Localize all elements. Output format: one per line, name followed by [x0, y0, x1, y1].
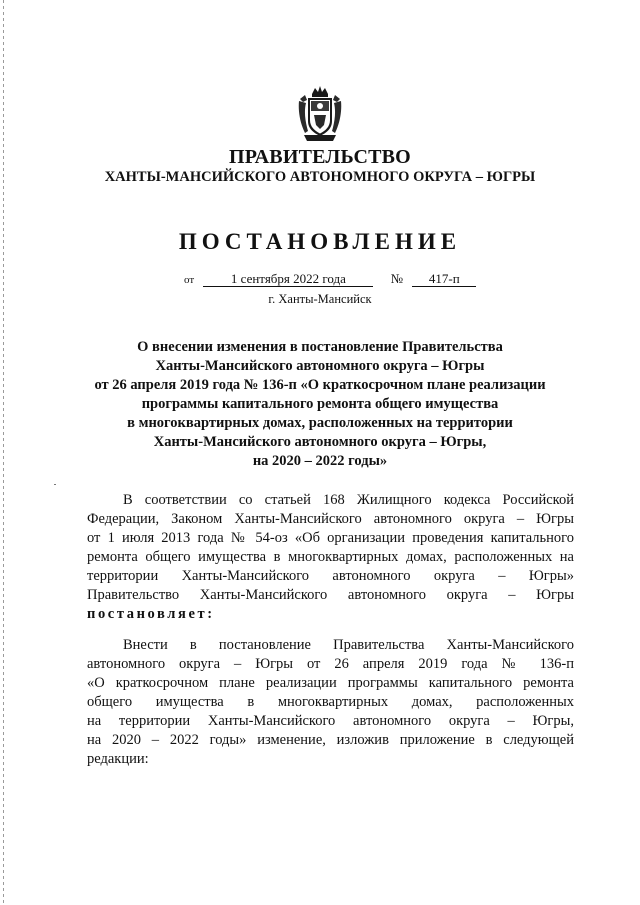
scan-speck [54, 484, 56, 485]
subject-line: программы капитального ремонта общего имущества [141, 396, 499, 412]
date-number-line [184, 271, 476, 289]
subject-line: Ханты-Мансийского автономного округа – Югры [155, 358, 485, 374]
paragraph-line: редакции: [87, 751, 149, 767]
coat-of-arms-icon [296, 85, 344, 143]
paragraph-line: Федерации, Законом Ханты-Мансийского автономного округа – Югры [87, 511, 574, 527]
operative-paragraph [87, 636, 574, 769]
paragraph-line: автономного округа – Югры от 26 апреля 2019 года № 136-п [87, 656, 574, 672]
paragraph-line: на территории Ханты-Мансийского автономного округа – Югры, [87, 713, 574, 729]
city: г. Ханты-Мансийск [268, 292, 372, 306]
page-edge-line [3, 0, 4, 905]
paragraph-line: на 2020 – 2022 годы» изменение, изложив приложение в следующей [87, 732, 574, 748]
paragraph-line: от 1 июля 2013 года № 54-оз «Об организации проведения капитального [87, 530, 574, 546]
date-prefix: от [184, 274, 195, 286]
subject-line: Ханты-Мансийского автономного округа – Югры, [153, 434, 487, 450]
subject-line: в многоквартирных домах, расположенных на территории [127, 415, 513, 431]
paragraph-line: Правительство Ханты-Мансийского автономного округа – Югры [87, 587, 574, 603]
paragraph-line: ремонта общего имущества в многоквартирных домах, расположенных на [87, 549, 574, 565]
paragraph-line: В соответствии со статьей 168 Жилищного кодекса Российской [123, 492, 574, 508]
paragraph-line: общего имущества в многоквартирных домах, расположенных [87, 694, 574, 710]
subject-heading [60, 338, 580, 471]
paragraph-line: территории Ханты-Мансийского автономного округа – Югры» [87, 568, 574, 584]
document-date: 1 сентября 2022 года [203, 271, 373, 287]
subject-line: О внесении изменения в постановление Правительства [137, 339, 503, 355]
region-title: ХАНТЫ-МАНСИЙСКОГО АВТОНОМНОГО ОКРУГА – ЮГРЫ [104, 169, 536, 185]
subject-line: от 26 апреля 2019 года № 136-п «О краткосрочном плане реализации [94, 377, 546, 393]
resolves-word: постановляет: [87, 606, 215, 622]
document-number: 417-п [412, 271, 476, 287]
government-title: ПРАВИТЕЛЬСТВО [229, 146, 411, 168]
paragraph-line: «О краткосрочном плане реализации программы капитального ремонта [87, 675, 574, 691]
number-prefix: № [390, 271, 404, 286]
paragraph-line: Внести в постановление Правительства Ханты-Мансийского [123, 637, 574, 653]
preamble-paragraph [87, 491, 574, 624]
subject-line: на 2020 – 2022 годы» [252, 453, 388, 469]
document-type: ПОСТАНОВЛЕНИЕ [178, 229, 462, 254]
